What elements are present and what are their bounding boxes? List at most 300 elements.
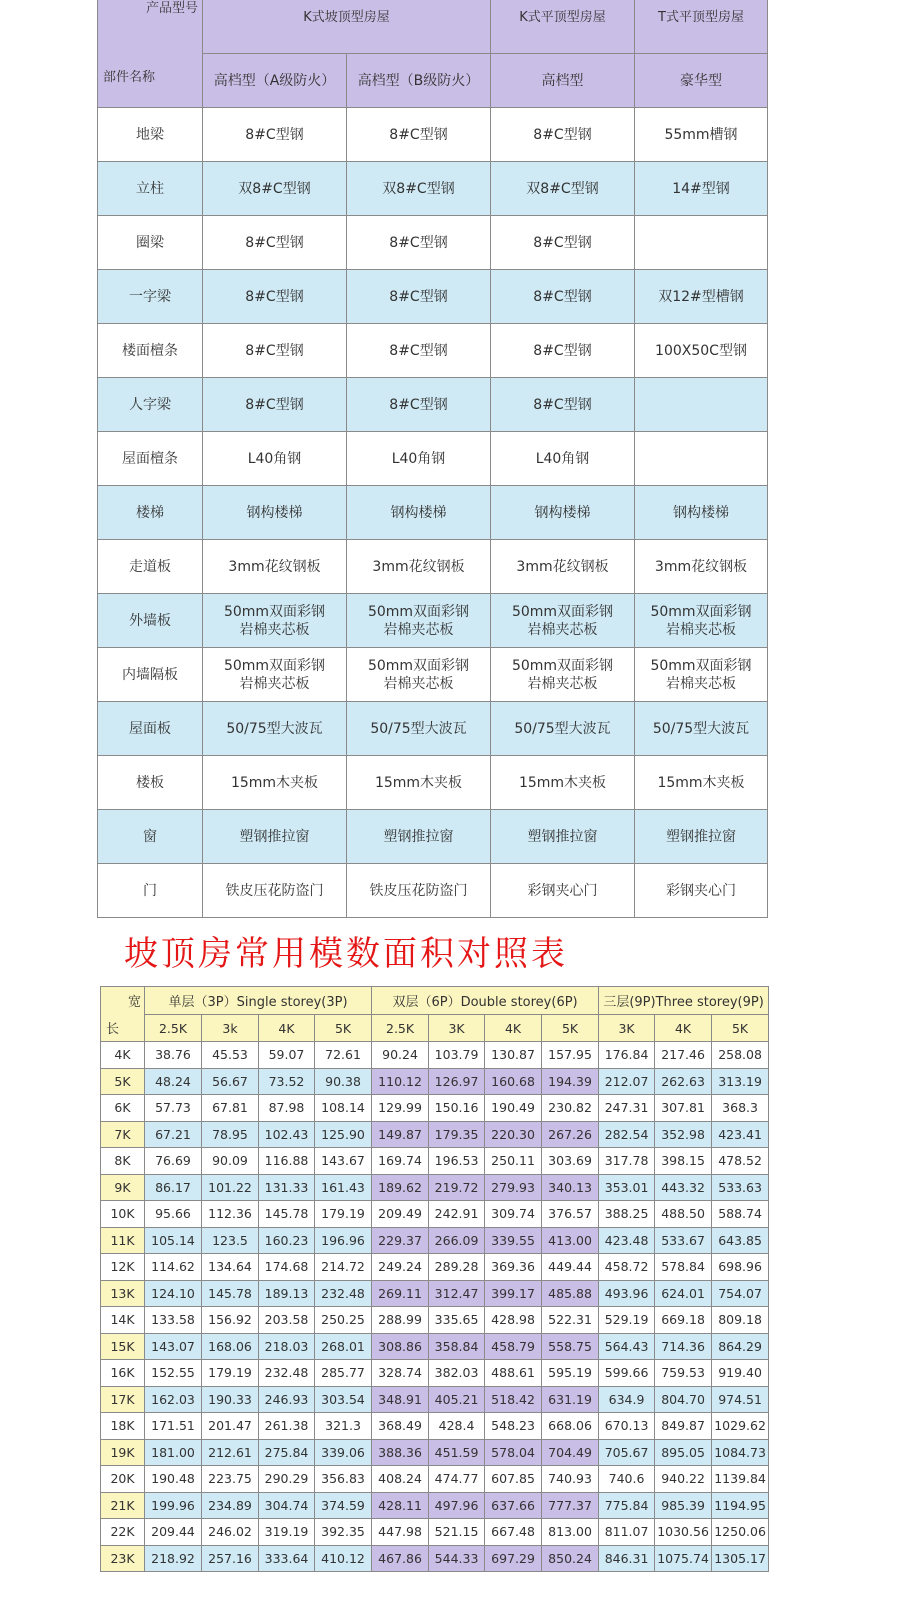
spec-value-cell: 15mm木夹板	[203, 756, 347, 810]
group-header-double: 双层（6P）Double storey(6P)	[372, 987, 599, 1015]
area-value-cell: 45.53	[202, 1042, 259, 1069]
length-label-cell: 7K	[101, 1121, 145, 1148]
area-row	[101, 1519, 769, 1546]
area-value-cell: 269.11	[372, 1280, 429, 1307]
spec-value-cell: 8#C型钢	[203, 378, 347, 432]
area-row	[101, 1307, 769, 1334]
area-value-cell: 895.05	[655, 1439, 712, 1466]
area-value-cell: 493.96	[599, 1280, 655, 1307]
area-value-cell: 368.3	[712, 1095, 769, 1122]
area-value-cell: 353.01	[599, 1174, 655, 1201]
area-value-cell: 149.87	[372, 1121, 429, 1148]
area-value-cell: 313.19	[712, 1068, 769, 1095]
area-value-cell: 131.33	[259, 1174, 315, 1201]
spec-row	[98, 756, 768, 810]
area-value-cell: 161.43	[315, 1174, 372, 1201]
area-value-cell: 160.68	[485, 1068, 542, 1095]
area-value-cell: 631.19	[542, 1386, 599, 1413]
length-label-cell: 5K	[101, 1068, 145, 1095]
width-subheader-cell: 3k	[202, 1015, 259, 1042]
area-row	[101, 1386, 769, 1413]
area-value-cell: 196.96	[315, 1227, 372, 1254]
length-label-cell: 8K	[101, 1148, 145, 1175]
area-value-cell: 179.35	[429, 1121, 485, 1148]
area-value-cell: 317.78	[599, 1148, 655, 1175]
spec-value-cell: 50mm双面彩钢 岩棉夹芯板	[203, 594, 347, 648]
area-value-cell: 599.66	[599, 1360, 655, 1387]
area-value-cell: 201.47	[202, 1413, 259, 1440]
component-spec-table	[97, 0, 768, 918]
spec-row	[98, 378, 768, 432]
part-name-cell: 外墙板	[98, 594, 203, 648]
part-name-cell: 地梁	[98, 108, 203, 162]
spec-value-cell: 双8#C型钢	[491, 162, 635, 216]
length-label-cell: 6K	[101, 1095, 145, 1122]
area-value-cell: 90.09	[202, 1148, 259, 1175]
area-value-cell: 133.58	[145, 1307, 202, 1334]
area-value-cell: 143.67	[315, 1148, 372, 1175]
area-value-cell: 179.19	[202, 1360, 259, 1387]
area-value-cell: 804.70	[655, 1386, 712, 1413]
area-row	[101, 1095, 769, 1122]
part-name-cell: 立柱	[98, 162, 203, 216]
area-value-cell: 203.58	[259, 1307, 315, 1334]
area-value-cell: 56.67	[202, 1068, 259, 1095]
area-value-cell: 352.98	[655, 1121, 712, 1148]
area-value-cell: 110.12	[372, 1068, 429, 1095]
area-value-cell: 488.61	[485, 1360, 542, 1387]
spec-value-cell: 15mm木夹板	[347, 756, 491, 810]
area-value-cell: 544.33	[429, 1545, 485, 1572]
area-value-cell: 126.97	[429, 1068, 485, 1095]
area-value-cell: 190.48	[145, 1466, 202, 1493]
area-value-cell: 405.21	[429, 1386, 485, 1413]
area-row	[101, 1466, 769, 1493]
length-label-cell: 12K	[101, 1254, 145, 1281]
spec-value-cell: 50/75型大波瓦	[491, 702, 635, 756]
spec-value-cell: 双12#型槽钢	[635, 270, 768, 324]
spec-value-cell: 双8#C型钢	[203, 162, 347, 216]
area-value-cell: 90.24	[372, 1042, 429, 1069]
spec-row	[98, 324, 768, 378]
area-value-cell: 282.54	[599, 1121, 655, 1148]
area-row	[101, 1121, 769, 1148]
area-value-cell: 169.74	[372, 1148, 429, 1175]
area-group-header-row	[101, 987, 769, 1015]
area-value-cell: 775.84	[599, 1492, 655, 1519]
area-value-cell: 533.63	[712, 1174, 769, 1201]
area-value-cell: 578.84	[655, 1254, 712, 1281]
group-header-t-flat: T式平顶型房屋	[635, 0, 768, 54]
part-name-cell: 屋面檀条	[98, 432, 203, 486]
area-value-cell: 220.30	[485, 1121, 542, 1148]
spec-value-cell: 8#C型钢	[491, 270, 635, 324]
spec-value-cell: 55mm槽钢	[635, 108, 768, 162]
area-value-cell: 558.75	[542, 1333, 599, 1360]
area-row	[101, 1545, 769, 1572]
area-value-cell: 1030.56	[655, 1519, 712, 1546]
area-value-cell: 548.23	[485, 1413, 542, 1440]
width-subheader-cell: 4K	[655, 1015, 712, 1042]
area-value-cell: 246.93	[259, 1386, 315, 1413]
area-value-cell: 624.01	[655, 1280, 712, 1307]
area-value-cell: 369.36	[485, 1254, 542, 1281]
spec-value-cell: 钢构楼梯	[491, 486, 635, 540]
part-name-cell: 门	[98, 864, 203, 918]
area-value-cell: 850.24	[542, 1545, 599, 1572]
area-value-cell: 312.47	[429, 1280, 485, 1307]
area-row	[101, 1148, 769, 1175]
area-value-cell: 428.98	[485, 1307, 542, 1334]
area-value-cell: 813.00	[542, 1519, 599, 1546]
area-value-cell: 1075.74	[655, 1545, 712, 1572]
spec-header-row	[98, 0, 768, 54]
group-header-k-flat: K式平顶型房屋	[491, 0, 635, 54]
area-value-cell: 398.15	[655, 1148, 712, 1175]
area-value-cell: 447.98	[372, 1519, 429, 1546]
spec-value-cell: 彩钢夹心门	[491, 864, 635, 918]
area-value-cell: 864.29	[712, 1333, 769, 1360]
spec-row	[98, 162, 768, 216]
area-value-cell: 212.61	[202, 1439, 259, 1466]
area-value-cell: 1029.62	[712, 1413, 769, 1440]
area-value-cell: 670.13	[599, 1413, 655, 1440]
area-value-cell: 303.69	[542, 1148, 599, 1175]
area-comparison-table	[100, 986, 769, 1572]
area-value-cell: 595.19	[542, 1360, 599, 1387]
spec-value-cell: 塑钢推拉窗	[491, 810, 635, 864]
spec-value-cell: 8#C型钢	[491, 216, 635, 270]
spec-value-cell: 50/75型大波瓦	[347, 702, 491, 756]
area-value-cell: 86.17	[145, 1174, 202, 1201]
spec-value-cell: 塑钢推拉窗	[635, 810, 768, 864]
width-subheader-cell: 3K	[429, 1015, 485, 1042]
area-value-cell: 196.53	[429, 1148, 485, 1175]
length-label-cell: 21K	[101, 1492, 145, 1519]
spec-value-cell: 8#C型钢	[347, 108, 491, 162]
spec-row	[98, 810, 768, 864]
area-value-cell: 257.16	[202, 1545, 259, 1572]
spec-value-cell	[635, 378, 768, 432]
area-value-cell: 90.38	[315, 1068, 372, 1095]
area-value-cell: 449.44	[542, 1254, 599, 1281]
part-name-cell: 窗	[98, 810, 203, 864]
area-value-cell: 667.48	[485, 1519, 542, 1546]
spec-value-cell: 3mm花纹钢板	[491, 540, 635, 594]
spec-value-cell: 50mm双面彩钢 岩棉夹芯板	[491, 648, 635, 702]
area-value-cell: 76.69	[145, 1148, 202, 1175]
spec-value-cell: 14#型钢	[635, 162, 768, 216]
area-value-cell: 168.06	[202, 1333, 259, 1360]
spec-value-cell: 8#C型钢	[491, 324, 635, 378]
area-value-cell: 288.99	[372, 1307, 429, 1334]
area-row	[101, 1413, 769, 1440]
area-value-cell: 67.21	[145, 1121, 202, 1148]
spec-value-cell: 钢构楼梯	[347, 486, 491, 540]
width-subheader-cell: 5K	[542, 1015, 599, 1042]
spec-value-cell: 8#C型钢	[203, 270, 347, 324]
width-subheader-cell: 5K	[315, 1015, 372, 1042]
spec-value-cell: 50mm双面彩钢 岩棉夹芯板	[203, 648, 347, 702]
area-value-cell: 105.14	[145, 1227, 202, 1254]
area-value-cell: 59.07	[259, 1042, 315, 1069]
area-value-cell: 209.49	[372, 1201, 429, 1228]
area-value-cell: 443.32	[655, 1174, 712, 1201]
spec-value-cell: 钢构楼梯	[635, 486, 768, 540]
spec-row	[98, 270, 768, 324]
area-value-cell: 328.74	[372, 1360, 429, 1387]
area-value-cell: 250.11	[485, 1148, 542, 1175]
area-value-cell: 408.24	[372, 1466, 429, 1493]
spec-table-body	[98, 108, 768, 918]
area-value-cell: 809.18	[712, 1307, 769, 1334]
spec-value-cell: 50mm双面彩钢 岩棉夹芯板	[491, 594, 635, 648]
area-value-cell: 234.89	[202, 1492, 259, 1519]
area-value-cell: 348.91	[372, 1386, 429, 1413]
spec-value-cell: 8#C型钢	[203, 324, 347, 378]
area-value-cell: 985.39	[655, 1492, 712, 1519]
area-value-cell: 423.41	[712, 1121, 769, 1148]
spec-row	[98, 594, 768, 648]
area-table-title: 坡顶房常用模数面积对照表	[124, 934, 568, 974]
width-subheader-cell: 4K	[259, 1015, 315, 1042]
area-value-cell: 1139.84	[712, 1466, 769, 1493]
area-table-body	[101, 1042, 769, 1572]
area-corner-cell	[101, 987, 145, 1042]
length-label-cell: 20K	[101, 1466, 145, 1493]
area-value-cell: 410.12	[315, 1545, 372, 1572]
part-name-cell: 屋面板	[98, 702, 203, 756]
area-value-cell: 846.31	[599, 1545, 655, 1572]
area-value-cell: 698.96	[712, 1254, 769, 1281]
spec-value-cell: 8#C型钢	[491, 378, 635, 432]
area-value-cell: 358.84	[429, 1333, 485, 1360]
area-value-cell: 754.07	[712, 1280, 769, 1307]
area-value-cell: 190.49	[485, 1095, 542, 1122]
area-value-cell: 162.03	[145, 1386, 202, 1413]
length-label-cell: 18K	[101, 1413, 145, 1440]
area-value-cell: 376.57	[542, 1201, 599, 1228]
spec-value-cell: 8#C型钢	[347, 216, 491, 270]
area-value-cell: 607.85	[485, 1466, 542, 1493]
area-value-cell: 467.86	[372, 1545, 429, 1572]
spec-value-cell	[635, 216, 768, 270]
spec-row	[98, 486, 768, 540]
area-value-cell: 356.83	[315, 1466, 372, 1493]
area-value-cell: 176.84	[599, 1042, 655, 1069]
area-value-cell: 48.24	[145, 1068, 202, 1095]
area-value-cell: 152.55	[145, 1360, 202, 1387]
area-value-cell: 87.98	[259, 1095, 315, 1122]
spec-value-cell: L40角钢	[203, 432, 347, 486]
area-value-cell: 181.00	[145, 1439, 202, 1466]
area-value-cell: 229.37	[372, 1227, 429, 1254]
area-value-cell: 307.81	[655, 1095, 712, 1122]
area-value-cell: 95.66	[145, 1201, 202, 1228]
spec-row	[98, 648, 768, 702]
part-name-cell: 人字梁	[98, 378, 203, 432]
area-value-cell: 705.67	[599, 1439, 655, 1466]
spec-value-cell: 3mm花纹钢板	[635, 540, 768, 594]
area-value-cell: 145.78	[202, 1280, 259, 1307]
area-value-cell: 368.49	[372, 1413, 429, 1440]
area-value-cell: 102.43	[259, 1121, 315, 1148]
spec-row	[98, 432, 768, 486]
width-subheader-cell: 5K	[712, 1015, 769, 1042]
area-value-cell: 669.18	[655, 1307, 712, 1334]
area-value-cell: 340.13	[542, 1174, 599, 1201]
spec-value-cell: L40角钢	[347, 432, 491, 486]
area-value-cell: 217.46	[655, 1042, 712, 1069]
area-value-cell: 309.74	[485, 1201, 542, 1228]
area-row	[101, 1227, 769, 1254]
area-value-cell: 919.40	[712, 1360, 769, 1387]
area-value-cell: 218.03	[259, 1333, 315, 1360]
area-value-cell: 333.64	[259, 1545, 315, 1572]
area-row	[101, 1492, 769, 1519]
area-value-cell: 134.64	[202, 1254, 259, 1281]
area-value-cell: 303.54	[315, 1386, 372, 1413]
area-value-cell: 57.73	[145, 1095, 202, 1122]
area-value-cell: 194.39	[542, 1068, 599, 1095]
part-name-cell: 走道板	[98, 540, 203, 594]
area-value-cell: 289.28	[429, 1254, 485, 1281]
spec-value-cell: 8#C型钢	[491, 108, 635, 162]
subheader-grade: 高档型（B级防火）	[347, 54, 491, 108]
part-name-cell: 内墙隔板	[98, 648, 203, 702]
area-value-cell: 1194.95	[712, 1492, 769, 1519]
area-value-cell: 214.72	[315, 1254, 372, 1281]
area-value-cell: 249.24	[372, 1254, 429, 1281]
area-value-cell: 458.72	[599, 1254, 655, 1281]
subheader-grade: 高档型（A级防火）	[203, 54, 347, 108]
area-value-cell: 321.3	[315, 1413, 372, 1440]
length-label-cell: 4K	[101, 1042, 145, 1069]
area-value-cell: 529.19	[599, 1307, 655, 1334]
area-value-cell: 588.74	[712, 1201, 769, 1228]
area-value-cell: 199.96	[145, 1492, 202, 1519]
length-label-cell: 14K	[101, 1307, 145, 1334]
width-subheader-cell: 2.5K	[145, 1015, 202, 1042]
area-value-cell: 189.13	[259, 1280, 315, 1307]
spec-value-cell: 3mm花纹钢板	[347, 540, 491, 594]
area-value-cell: 145.78	[259, 1201, 315, 1228]
spec-value-cell: 50/75型大波瓦	[203, 702, 347, 756]
area-value-cell: 759.53	[655, 1360, 712, 1387]
area-row	[101, 1042, 769, 1069]
spec-value-cell: L40角钢	[491, 432, 635, 486]
spec-value-cell: 铁皮压花防盗门	[203, 864, 347, 918]
area-value-cell: 242.91	[429, 1201, 485, 1228]
corner-label-length: 长	[106, 1022, 120, 1037]
area-value-cell: 290.29	[259, 1466, 315, 1493]
area-row	[101, 1068, 769, 1095]
spec-value-cell: 铁皮压花防盗门	[347, 864, 491, 918]
spec-row	[98, 540, 768, 594]
part-name-cell: 一字梁	[98, 270, 203, 324]
area-value-cell: 697.29	[485, 1545, 542, 1572]
area-value-cell: 714.36	[655, 1333, 712, 1360]
area-value-cell: 740.93	[542, 1466, 599, 1493]
area-row	[101, 1333, 769, 1360]
area-value-cell: 275.84	[259, 1439, 315, 1466]
area-value-cell: 458.79	[485, 1333, 542, 1360]
area-value-cell: 103.79	[429, 1042, 485, 1069]
area-row	[101, 1360, 769, 1387]
spec-value-cell: 8#C型钢	[203, 108, 347, 162]
spec-row	[98, 216, 768, 270]
spec-row	[98, 864, 768, 918]
spec-value-cell: 塑钢推拉窗	[203, 810, 347, 864]
area-value-cell: 189.62	[372, 1174, 429, 1201]
area-value-cell: 428.11	[372, 1492, 429, 1519]
area-value-cell: 451.59	[429, 1439, 485, 1466]
area-value-cell: 518.42	[485, 1386, 542, 1413]
area-value-cell: 285.77	[315, 1360, 372, 1387]
spec-value-cell: 钢构楼梯	[203, 486, 347, 540]
area-value-cell: 849.87	[655, 1413, 712, 1440]
area-value-cell: 143.07	[145, 1333, 202, 1360]
corner-label-part: 部件名称	[103, 70, 156, 85]
part-name-cell: 楼面檀条	[98, 324, 203, 378]
spec-value-cell: 8#C型钢	[347, 378, 491, 432]
length-label-cell: 17K	[101, 1386, 145, 1413]
area-value-cell: 67.81	[202, 1095, 259, 1122]
area-value-cell: 423.48	[599, 1227, 655, 1254]
area-row	[101, 1201, 769, 1228]
area-value-cell: 266.09	[429, 1227, 485, 1254]
area-value-cell: 232.48	[315, 1280, 372, 1307]
area-value-cell: 268.01	[315, 1333, 372, 1360]
area-value-cell: 261.38	[259, 1413, 315, 1440]
area-value-cell: 247.31	[599, 1095, 655, 1122]
length-label-cell: 13K	[101, 1280, 145, 1307]
area-value-cell: 38.76	[145, 1042, 202, 1069]
area-value-cell: 232.48	[259, 1360, 315, 1387]
area-value-cell: 704.49	[542, 1439, 599, 1466]
area-value-cell: 1084.73	[712, 1439, 769, 1466]
spec-row	[98, 702, 768, 756]
area-value-cell: 637.66	[485, 1492, 542, 1519]
area-value-cell: 116.88	[259, 1148, 315, 1175]
part-name-cell: 楼板	[98, 756, 203, 810]
area-row	[101, 1439, 769, 1466]
corner-label-width: 宽	[127, 995, 141, 1010]
area-value-cell: 388.25	[599, 1201, 655, 1228]
area-row	[101, 1174, 769, 1201]
area-value-cell: 319.19	[259, 1519, 315, 1546]
area-value-cell: 112.36	[202, 1201, 259, 1228]
length-label-cell: 16K	[101, 1360, 145, 1387]
length-label-cell: 9K	[101, 1174, 145, 1201]
area-value-cell: 777.37	[542, 1492, 599, 1519]
area-value-cell: 218.92	[145, 1545, 202, 1572]
area-value-cell: 643.85	[712, 1227, 769, 1254]
area-value-cell: 413.00	[542, 1227, 599, 1254]
spec-value-cell: 8#C型钢	[347, 324, 491, 378]
area-value-cell: 101.22	[202, 1174, 259, 1201]
spec-value-cell: 50mm双面彩钢 岩棉夹芯板	[347, 594, 491, 648]
area-value-cell: 339.55	[485, 1227, 542, 1254]
area-value-cell: 190.33	[202, 1386, 259, 1413]
spec-value-cell: 3mm花纹钢板	[203, 540, 347, 594]
area-value-cell: 485.88	[542, 1280, 599, 1307]
spec-value-cell: 50/75型大波瓦	[635, 702, 768, 756]
spec-value-cell: 50mm双面彩钢 岩棉夹芯板	[635, 648, 768, 702]
area-value-cell: 267.26	[542, 1121, 599, 1148]
spec-value-cell: 100X50C型钢	[635, 324, 768, 378]
area-value-cell: 521.15	[429, 1519, 485, 1546]
